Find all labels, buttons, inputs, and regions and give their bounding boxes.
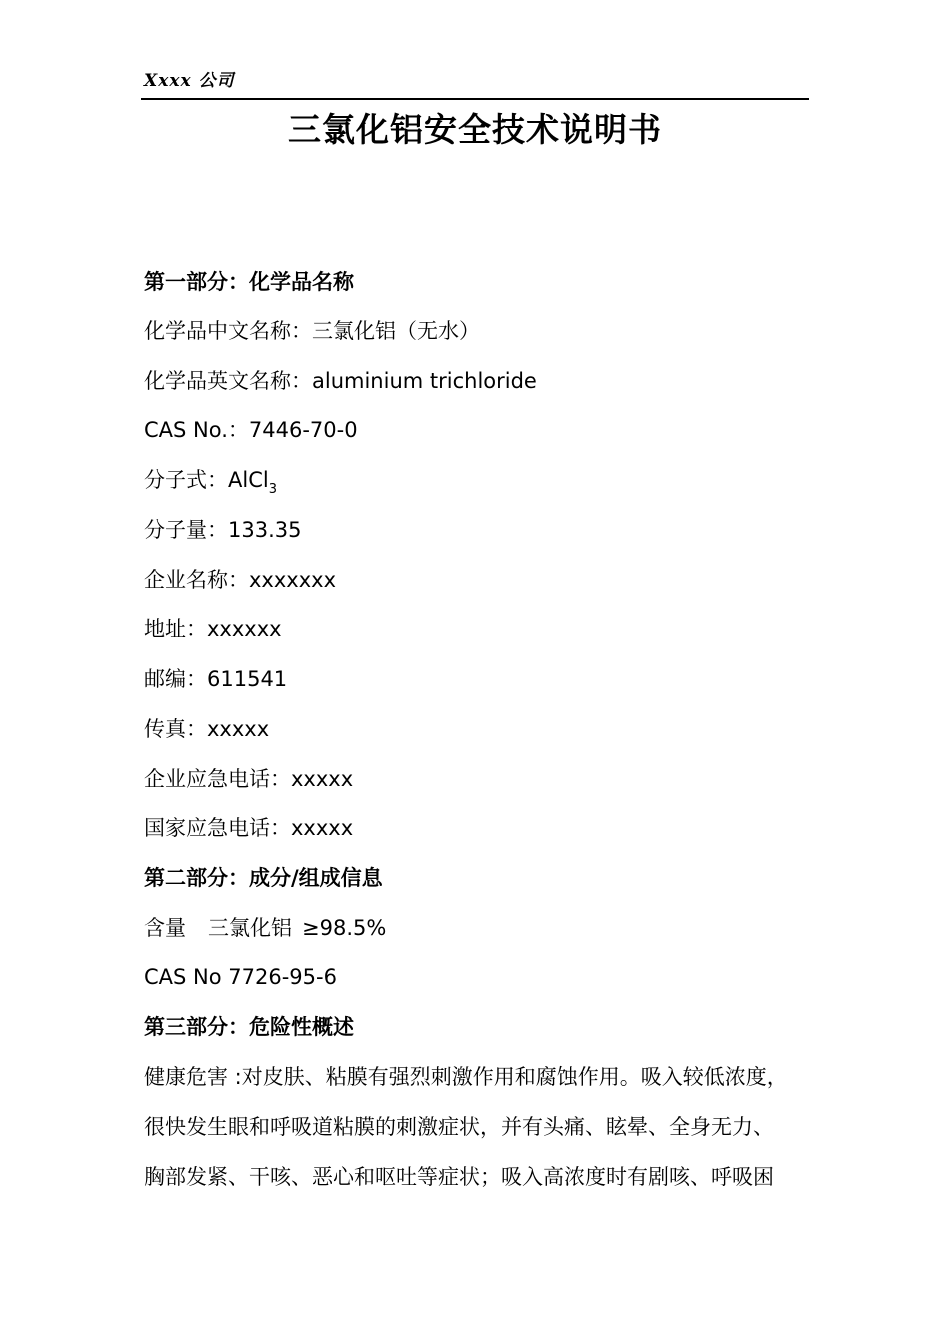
chemical-chinese-name: 化学品中文名称：三氯化铝（无水） bbox=[144, 319, 480, 343]
national-emergency-phone: 国家应急电话：xxxxx bbox=[144, 816, 354, 840]
molecular-formula-subscript: 3 bbox=[268, 482, 277, 497]
section-heading-part3: 第三部分：危险性概述 bbox=[144, 1015, 354, 1039]
company-emergency-phone: 企业应急电话：xxxxx bbox=[144, 767, 354, 791]
composition-content bbox=[144, 913, 812, 943]
health-hazard-line: 很快发生眼和呼吸道粘膜的刺激症状，并有头痛、眩晕、全身无力、 bbox=[144, 1115, 774, 1139]
fax-number: 传真：xxxxx bbox=[144, 717, 270, 741]
molecular-formula bbox=[144, 465, 812, 505]
composition-cas-number: CAS No 7726-95-6 bbox=[144, 965, 337, 989]
content-value: ≥98.5% bbox=[302, 916, 387, 940]
company-address: 地址：xxxxxx bbox=[144, 617, 282, 641]
content-label: 含量 bbox=[144, 916, 186, 940]
content-component-name: 三氯化铝 bbox=[208, 916, 292, 940]
cas-number: CAS No.：7446-70-0 bbox=[144, 418, 358, 442]
molecular-weight: 分子量：133.35 bbox=[144, 518, 302, 542]
chemical-english-name: 化学品英文名称：aluminium trichloride bbox=[144, 369, 537, 393]
document-title: 三氯化铝安全技术说明书 bbox=[288, 110, 662, 149]
health-hazard-line: 胸部发紧、干咳、恶心和呕吐等症状；吸入高浓度时有剧咳、呼吸困 bbox=[144, 1165, 774, 1189]
header-divider bbox=[141, 98, 809, 100]
company-name: 企业名称：xxxxxxx bbox=[144, 568, 336, 592]
header-company-name: Xxxx 公司 bbox=[144, 71, 235, 91]
postal-code: 邮编：611541 bbox=[144, 667, 288, 691]
health-hazard-line: 健康危害 :对皮肤、粘膜有强烈刺激作用和腐蚀作用。吸入较低浓度， bbox=[144, 1065, 788, 1089]
section-heading-part2: 第二部分：成分/组成信息 bbox=[144, 866, 383, 890]
molecular-formula-text: 分子式：AlCl bbox=[144, 468, 269, 492]
section-heading-part1: 第一部分：化学品名称 bbox=[144, 270, 354, 294]
